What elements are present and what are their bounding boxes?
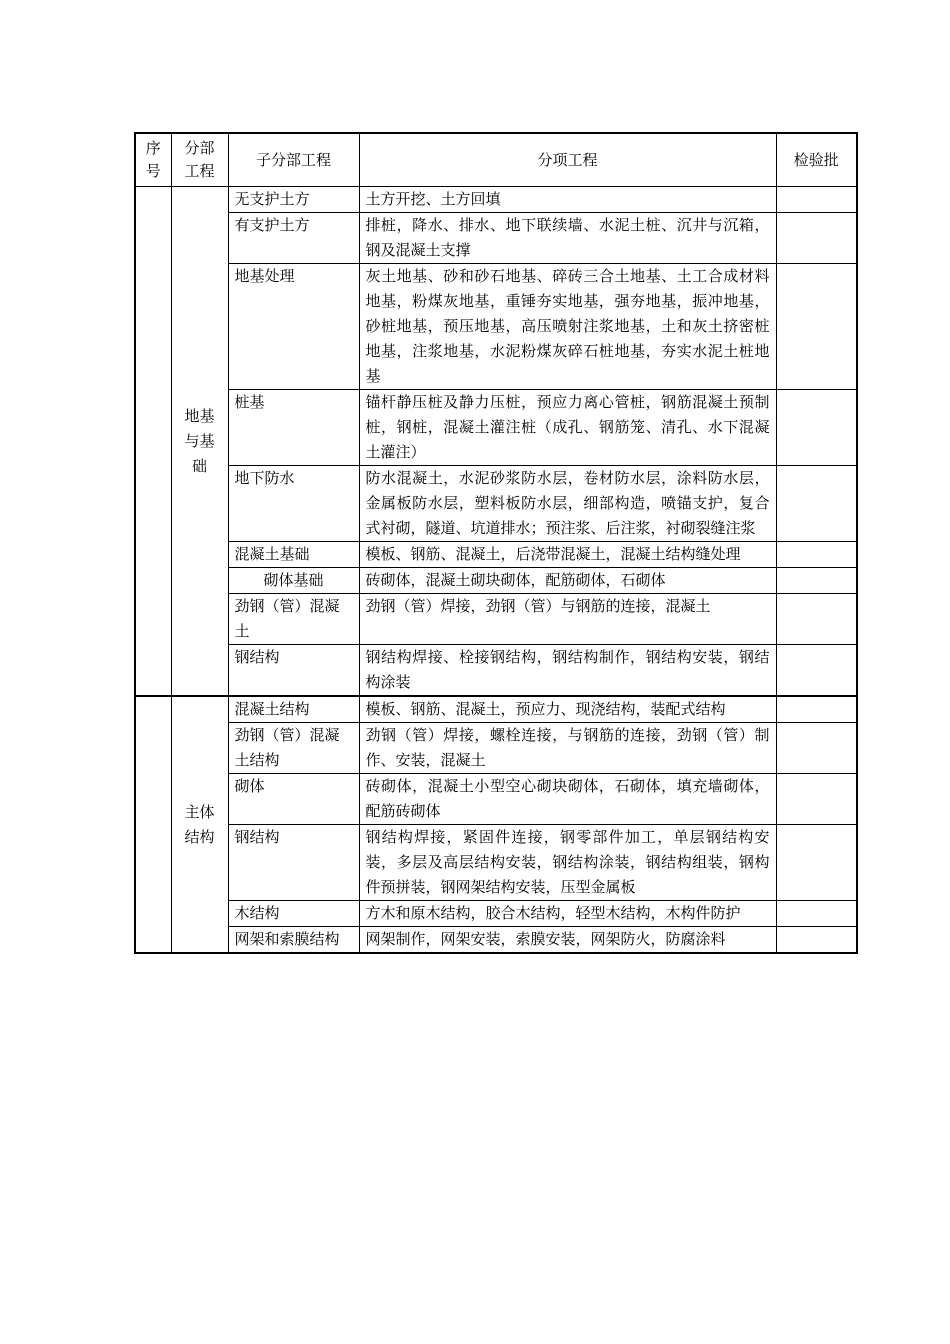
- item-cell: 劲钢（管）焊接，螺栓连接，与钢筋的连接，劲钢（管）制作、安装，混凝土: [359, 723, 776, 774]
- batch-cell: [776, 696, 857, 723]
- subdivision-cell: 钢结构: [228, 825, 359, 901]
- table-row: [135, 901, 857, 927]
- batch-cell: [776, 568, 857, 594]
- table-row: [135, 187, 857, 213]
- subdivision-cell: 无支护土方: [228, 187, 359, 213]
- item-cell: 模板、钢筋、混凝土，后浇带混凝土，混凝土结构缝处理: [359, 542, 776, 568]
- batch-cell: [776, 213, 857, 264]
- subdivision-cell: 劲钢（管）混凝土结构: [228, 723, 359, 774]
- batch-cell: [776, 927, 857, 954]
- table-row: [135, 927, 857, 954]
- subdivision-cell: 地下防水: [228, 466, 359, 542]
- division-cell: 主体结构: [171, 696, 228, 953]
- item-cell: 排桩，降水、排水、地下联续墙、水泥土桩、沉井与沉箱，钢及混凝土支撑: [359, 213, 776, 264]
- item-cell: 砖砌体，混凝土小型空心砌块砌体，石砌体，填充墙砌体，配筋砖砌体: [359, 774, 776, 825]
- item-cell: 钢结构焊接，紧固件连接，钢零部件加工，单层钢结构安装，多层及高层结构安装，钢结构涂装，钢结构组装，钢构件预拼装，钢网架结构安装，压型金属板: [359, 825, 776, 901]
- subdivision-cell: 网架和索膜结构: [228, 927, 359, 954]
- table-row: [135, 264, 857, 390]
- subdivision-cell: 地基处理: [228, 264, 359, 390]
- seq-cell: [135, 187, 171, 697]
- subdivision-cell: 钢结构: [228, 645, 359, 697]
- division-cell: 地基与基础: [171, 187, 228, 697]
- item-cell: 网架制作，网架安装，索膜安装，网架防火，防腐涂料: [359, 927, 776, 954]
- batch-cell: [776, 594, 857, 645]
- table-row: [135, 568, 857, 594]
- item-cell: 灰土地基、砂和砂石地基、碎砖三合土地基、土工合成材料地基，粉煤灰地基，重锤夯实地基，强夯地基，振冲地基，砂桩地基，预压地基，高压喷射注浆地基，土和灰土挤密桩地基，注浆地基，水泥粉煤灰碎石桩地基，夯实水泥土桩地基: [359, 264, 776, 390]
- construction-division-table: [134, 132, 858, 954]
- header-item: 分项工程: [359, 133, 776, 187]
- subdivision-cell: 砌体基础: [228, 568, 359, 594]
- subdivision-cell: 桩基: [228, 390, 359, 466]
- item-cell: 土方开挖、土方回填: [359, 187, 776, 213]
- table-row: [135, 390, 857, 466]
- batch-cell: [776, 645, 857, 697]
- table-row: [135, 466, 857, 542]
- table-row: [135, 774, 857, 825]
- table-row: [135, 696, 857, 723]
- item-cell: 钢结构焊接、栓接钢结构，钢结构制作，钢结构安装，钢结构涂装: [359, 645, 776, 697]
- batch-cell: [776, 723, 857, 774]
- batch-cell: [776, 825, 857, 901]
- table-row: [135, 594, 857, 645]
- item-cell: 模板、钢筋、混凝土，预应力、现浇结构，装配式结构: [359, 696, 776, 723]
- batch-cell: [776, 187, 857, 213]
- subdivision-cell: 砌体: [228, 774, 359, 825]
- item-cell: 砖砌体，混凝土砌块砌体，配筋砌体，石砌体: [359, 568, 776, 594]
- batch-cell: [776, 901, 857, 927]
- subdivision-cell: 劲钢（管）混凝土: [228, 594, 359, 645]
- subdivision-cell: 混凝土结构: [228, 696, 359, 723]
- table-header-row: [135, 133, 857, 187]
- item-cell: 锚杆静压桩及静力压桩，预应力离心管桩，钢筋混凝土预制桩，钢桩，混凝土灌注桩（成孔、钢筋笼、清孔、水下混凝土灌注）: [359, 390, 776, 466]
- seq-cell: [135, 696, 171, 953]
- batch-cell: [776, 774, 857, 825]
- batch-cell: [776, 542, 857, 568]
- batch-cell: [776, 264, 857, 390]
- batch-cell: [776, 466, 857, 542]
- item-cell: 防水混凝土，水泥砂浆防水层，卷材防水层，涂料防水层，金属板防水层，塑料板防水层，细部构造，喷锚支护，复合式衬砌，隧道、坑道排水；预注浆、后注浆，衬砌裂缝注浆: [359, 466, 776, 542]
- item-cell: 劲钢（管）焊接，劲钢（管）与钢筋的连接，混凝土: [359, 594, 776, 645]
- batch-cell: [776, 390, 857, 466]
- header-batch: 检验批: [776, 133, 857, 187]
- table-row: [135, 213, 857, 264]
- table-row: [135, 645, 857, 697]
- header-subdivision: 子分部工程: [228, 133, 359, 187]
- subdivision-cell: 混凝土基础: [228, 542, 359, 568]
- subdivision-cell: 木结构: [228, 901, 359, 927]
- table-row: [135, 542, 857, 568]
- table-row: [135, 723, 857, 774]
- header-seq: 序号: [135, 133, 171, 187]
- header-division: 分部工程: [171, 133, 228, 187]
- table-row: [135, 825, 857, 901]
- subdivision-cell: 有支护土方: [228, 213, 359, 264]
- item-cell: 方木和原木结构，胶合木结构，轻型木结构，木构件防护: [359, 901, 776, 927]
